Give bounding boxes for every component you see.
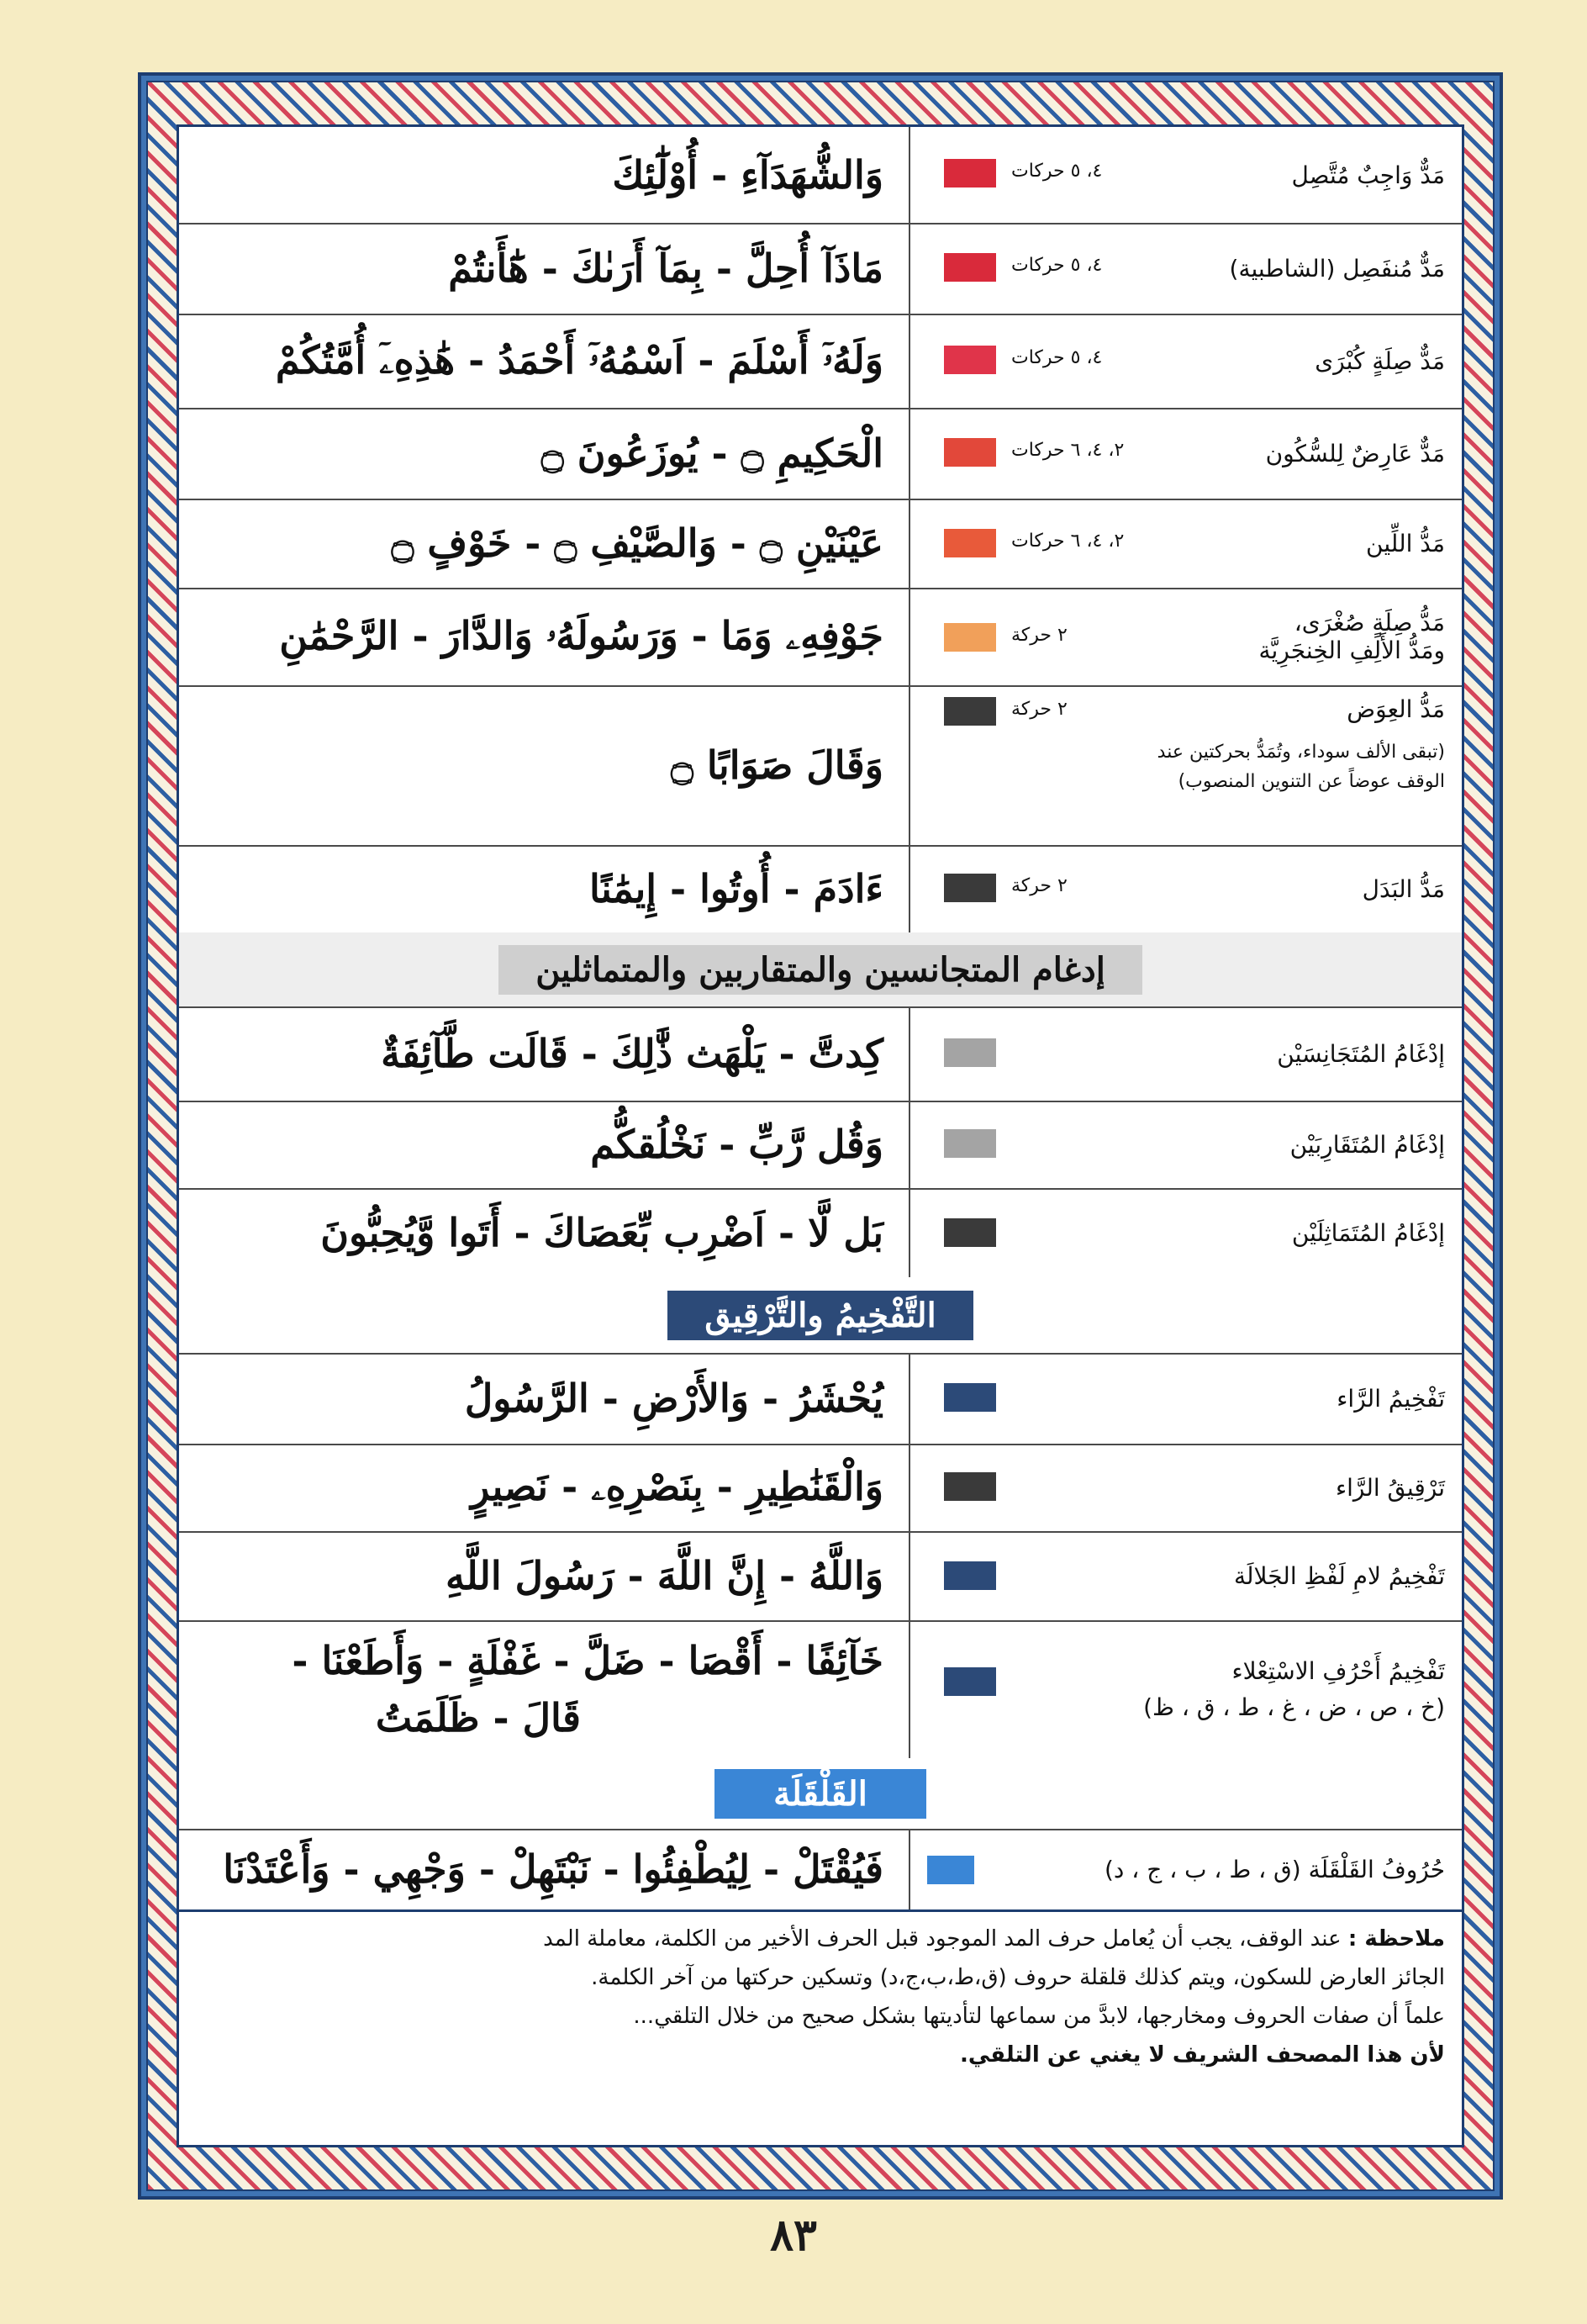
rule-label-secondary: ومَدُّ الأَلِفِ الخِنجَرِيَّة — [1258, 636, 1445, 664]
footnote-line-2: الجائز العارض للسكون، ويتم كذلك قلقلة حروف (ق،ط،ب،ج،د) وتسكين حركتها من آخر الكلمة. — [591, 1965, 1445, 1990]
rule-row — [179, 1620, 1462, 1760]
color-swatch — [944, 697, 996, 726]
rule-example: ءَادَمَ - أُوتُوا - إِيمَٰنًا — [588, 866, 883, 911]
rule-description — [909, 499, 1462, 588]
rules-grid — [179, 127, 1462, 1892]
rule-example: جَوْفِهِۦ وَمَا - وَرَسُولَهُۥ وَالدَّارَ - الرَّحْمَٰنِ — [279, 613, 883, 658]
rule-row — [179, 127, 1462, 224]
rule-example: الْحَكِيمِ ۝ - يُوزَعُونَ ۝ — [540, 430, 883, 476]
color-swatch — [944, 874, 996, 902]
rule-example: وَقُل رَّبِّ - نَخْلُقكُّم — [590, 1122, 883, 1167]
rule-label: مَدُّ البَدَل — [1362, 874, 1445, 903]
color-swatch — [944, 1383, 996, 1412]
rule-example: مَاذَآ أُحِلَّ - بِمَآ أَرَىٰكَ - هَٰٓأَنتُمْ — [448, 246, 883, 291]
tajweed-table — [177, 124, 1464, 2147]
rule-example: كِدتَّ - يَلْهَث ذَّٰلِكَ - قَالَت طَّآئِفَةٌ — [381, 1031, 883, 1076]
rule-count: ٤، ٥ حركات — [1011, 255, 1103, 276]
rule-row — [179, 314, 1462, 409]
rule-example: بَل لَّا - اَضْرِب بِّعَصَاكَ - أَتَوا وَّيُحِبُّونَ — [320, 1210, 883, 1255]
section-header-qalqala — [179, 1758, 1462, 1830]
rule-note: الوقف عوضاً عن التنوين المنصوب) — [1178, 771, 1445, 792]
rule-description — [909, 127, 1462, 223]
color-swatch — [944, 1667, 996, 1696]
color-swatch — [944, 346, 996, 374]
rule-label: تَفْخِيمُ أَحْرُفِ الاسْتِعْلاء — [1231, 1657, 1445, 1685]
rule-label: حُرُوفُ القَلْقَلَة (ق ، ط ، ب ، ج ، د) — [1104, 1855, 1445, 1883]
rule-example-line: خَآئِفًا - أَقْصَا - ضَلَّ - غَفْلَةٍ - وَأَطَعْنَا - — [292, 1638, 883, 1683]
rule-description — [909, 1829, 1462, 1909]
rule-label: مَدُّ صِلَةٍ صُغْرَى، — [1294, 609, 1445, 636]
rule-example: وَالشُّهَدَآءِ - أُوْلَٰٓئِكَ — [612, 152, 883, 198]
rule-label: مَدٌّ عَارِضٌ لِلسُّكُون — [1265, 439, 1445, 467]
rule-row — [179, 1444, 1462, 1533]
rule-description — [909, 1353, 1462, 1444]
rule-label: مَدُّ اللِّين — [1366, 529, 1445, 557]
rule-example: وَقَالَ صَوَابًا ۝ — [670, 742, 883, 788]
rule-label: مَدُّ العِوَض — [1347, 695, 1445, 723]
rule-example: فَيُقْتَلْ - لِيُطْفِئُوا - نَبْتَهِلْ - وَجْهِي - وَأَعْتَدْنَا — [223, 1846, 883, 1892]
section-title: إدغام المتجانسين والمتقاربين والمتماثلين — [498, 945, 1142, 995]
rule-label-secondary: (خ ، ص ، ض ، غ ، ط ، ق ، ظ) — [1143, 1693, 1445, 1721]
rule-row — [179, 1101, 1462, 1190]
rule-row — [179, 1353, 1462, 1445]
rule-description — [909, 845, 1462, 932]
rule-row — [179, 408, 1462, 500]
rule-description — [909, 685, 1462, 845]
rule-count: ٢، ٤، ٦ حركات — [1011, 531, 1125, 552]
rule-example: يُحْشَرُ - وَالأَرْضِ - الرَّسُولُ — [464, 1376, 883, 1421]
rule-example — [179, 1620, 909, 1758]
rule-row — [179, 223, 1462, 315]
decorative-frame — [138, 72, 1503, 2200]
footnote-line-4: لأن هذا المصحف الشريف لا يغني عن التلقي. — [959, 2042, 1445, 2068]
rule-description — [909, 1006, 1462, 1101]
rule-description — [909, 588, 1462, 685]
rule-example: وَاللَّهُ - إِنَّ اللَّهَ - رَسُولَ اللَّهِ — [445, 1553, 883, 1598]
color-swatch — [944, 1129, 996, 1158]
color-swatch — [944, 1472, 996, 1501]
color-swatch — [944, 1038, 996, 1067]
rule-row — [179, 845, 1462, 934]
rule-label: تَفْخِيمُ لامِ لَفْظِ الجَلالَة — [1233, 1561, 1445, 1590]
rule-description — [909, 408, 1462, 499]
rule-label: مَدٌّ وَاجِبٌ مُتَّصِل — [1291, 161, 1445, 189]
footnote-lead: ملاحظة : — [1347, 1926, 1445, 1952]
footnote-line-1 — [196, 1920, 1445, 1958]
footnote-line-3: علماً أن صفات الحروف ومخارجها، لابدَّ من سماعها لتأديتها بشكل صحيح من خلال التلقي... — [633, 2004, 1445, 2029]
rule-note: (تبقى الألف سوداء، وتُمَدُّ بحركتين عند — [1157, 742, 1445, 763]
section-header-tafkhim — [179, 1277, 1462, 1355]
rule-row — [179, 1188, 1462, 1279]
rule-label: مَدٌّ صِلَةٍ كُبْرَى — [1315, 346, 1445, 375]
footnote — [196, 1920, 1445, 2074]
rule-count: ٤، ٥ حركات — [1011, 161, 1103, 182]
rule-count: ٢ حركة — [1011, 699, 1068, 720]
rule-count: ٢، ٤، ٦ حركات — [1011, 440, 1125, 461]
footnote-text: عند الوقف، يجب أن يُعامل حرف المد الموجود قبل الحرف الأخير من الكلمة، معاملة المد — [543, 1926, 1342, 1952]
rule-label: مَدٌّ مُنفَصِل (الشاطبية) — [1229, 254, 1445, 283]
rule-row — [179, 588, 1462, 687]
rule-description — [909, 1531, 1462, 1620]
color-swatch — [944, 159, 996, 188]
rule-row — [179, 1531, 1462, 1622]
rule-count: ٢ حركة — [1011, 875, 1068, 896]
color-swatch — [944, 1218, 996, 1247]
section-title: القَلْقَلَة — [714, 1769, 926, 1819]
rule-description — [909, 1188, 1462, 1277]
color-swatch — [944, 529, 996, 557]
rule-example: وَلَهُۥٓ أَسْلَمَ - اَسْمُهُۥٓ أَحْمَدُ - هَٰذِهِۦٓ أُمَّتُكُمْ — [275, 337, 883, 383]
rule-label: إدْغَامُ المُتَجَانِسَيْن — [1277, 1039, 1445, 1068]
page-number: ٨٣ — [770, 2210, 817, 2261]
rule-example-line: قَالَ - ظَلَمَتُ — [375, 1695, 581, 1740]
rule-label: تَرْقِيقُ الرَّاء — [1335, 1473, 1445, 1502]
rule-description — [909, 1444, 1462, 1531]
rule-example: عَيْنَيْنِ ۝ - وَالصَّيْفِ ۝ - خَوْفٍ ۝ — [391, 520, 883, 566]
color-swatch — [927, 1856, 974, 1884]
rule-row — [179, 499, 1462, 589]
rule-label: تَفْخِيمُ الرَّاء — [1337, 1384, 1445, 1413]
rule-row — [179, 685, 1462, 847]
rule-count: ٢ حركة — [1011, 625, 1068, 646]
rule-label: إدْغَامُ المُتَقَارِبَيْن — [1289, 1130, 1445, 1159]
color-swatch — [944, 253, 996, 282]
rule-description — [909, 1101, 1462, 1188]
color-swatch — [944, 623, 996, 652]
rule-description — [909, 314, 1462, 408]
rule-description — [909, 223, 1462, 314]
rule-row — [179, 1829, 1462, 1912]
rule-count: ٤، ٥ حركات — [1011, 347, 1103, 368]
color-swatch — [944, 1561, 996, 1590]
rule-label: إدْغَامُ المُتَمَاثِلَيْن — [1291, 1218, 1445, 1247]
section-header-idgham — [179, 932, 1462, 1008]
rule-example: وَالْقَنَٰطِيرِ - بِنَصْرِهِۦ - نَصِيرٍ — [471, 1464, 883, 1509]
rule-row — [179, 1006, 1462, 1102]
rule-description — [909, 1620, 1462, 1758]
color-swatch — [944, 438, 996, 467]
section-title: التَّفْخِيمُ والتَّرْقِيق — [667, 1291, 973, 1340]
